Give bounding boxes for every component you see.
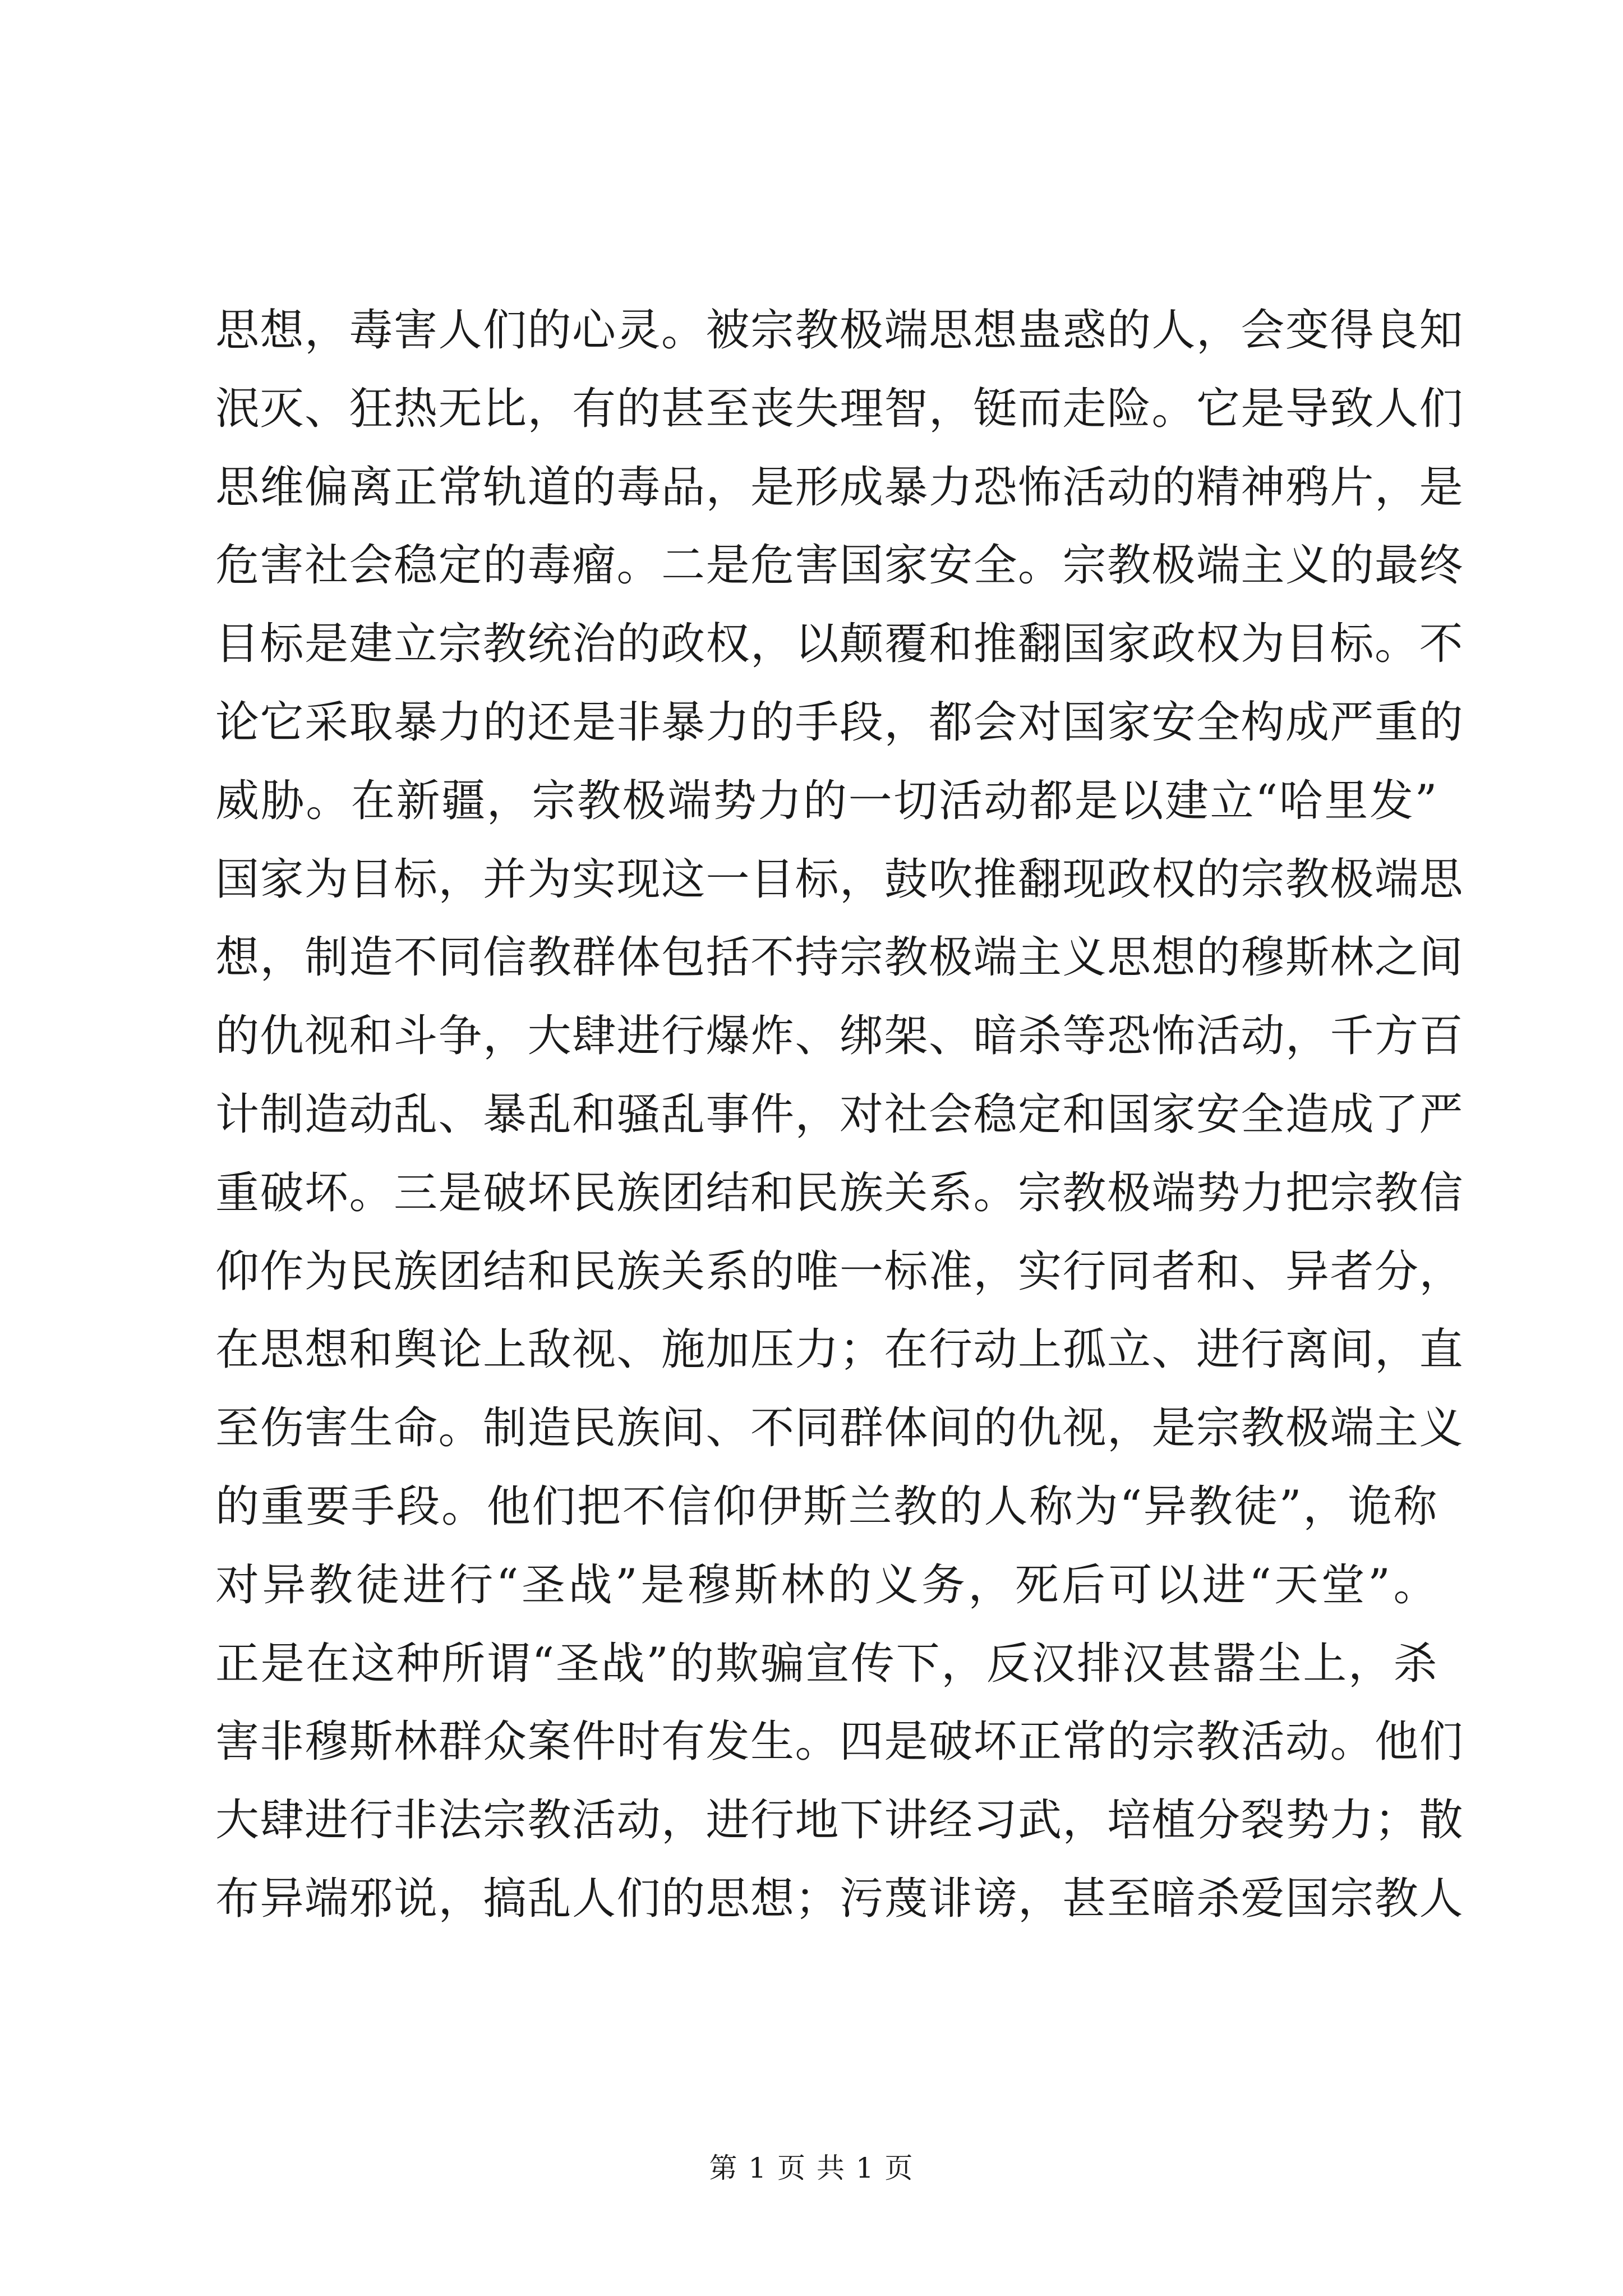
text-line: 至伤害生命。制造民族间、不同群体间的仇视，是宗教极端主义 — [215, 1403, 1464, 1454]
text-line: 正是在这种所谓“圣战”的欺骗宣传下，反汉排汉甚嚣尘上，杀 — [215, 1638, 1438, 1689]
page-number-footer: 第 1 页 共 1 页 — [709, 2152, 914, 2184]
text-line: 在思想和舆论上敌视、施加压力；在行动上孤立、进行离间，直 — [215, 1324, 1464, 1375]
text-line: 仰作为民族团结和民族关系的唯一标准，实行同者和、异者分， — [215, 1246, 1464, 1297]
text-line: 思想，毒害人们的心灵。被宗教极端思想蛊惑的人，会变得良知 — [215, 305, 1464, 356]
text-line: 害非穆斯林群众案件时有发生。四是破坏正常的宗教活动。他们 — [215, 1717, 1464, 1768]
text-line: 大肆进行非法宗教活动，进行地下讲经习武，培植分裂势力；散 — [215, 1795, 1464, 1846]
text-line: 论它采取暴力的还是非暴力的手段，都会对国家安全构成严重的 — [215, 697, 1464, 748]
text-line: 国家为目标，并为实现这一目标，鼓吹推翻现政权的宗教极端思 — [215, 854, 1464, 905]
text-line: 思维偏离正常轨道的毒品，是形成暴力恐怖活动的精神鸦片，是 — [215, 462, 1464, 513]
text-line: 危害社会稳定的毒瘤。二是危害国家安全。宗教极端主义的最终 — [215, 540, 1464, 591]
text-line: 重破坏。三是破坏民族团结和民族关系。宗教极端势力把宗教信 — [215, 1167, 1464, 1218]
text-line: 计制造动乱、暴乱和骚乱事件，对社会稳定和国家安全造成了严 — [215, 1089, 1464, 1140]
body-text — [215, 292, 1464, 1939]
text-line: 的重要手段。他们把不信仰伊斯兰教的人称为“异教徒”，诡称 — [215, 1481, 1438, 1532]
text-line: 泯灭、狂热无比，有的甚至丧失理智，铤而走险。它是导致人们 — [215, 383, 1464, 434]
text-line: 对异教徒进行“圣战”是穆斯林的义务，死后可以进“天堂”。 — [215, 1559, 1438, 1611]
text-line: 想，制造不同信教群体包括不持宗教极端主义思想的穆斯林之间 — [215, 932, 1464, 983]
text-line: 布异端邪说，搞乱人们的思想；污蔑诽谤，甚至暗杀爱国宗教人 — [215, 1873, 1464, 1924]
text-line: 的仇视和斗争，大肆进行爆炸、绑架、暗杀等恐怖活动，千方百 — [215, 1011, 1464, 1062]
text-line: 威胁。在新疆，宗教极端势力的一切活动都是以建立“哈里发” — [215, 775, 1438, 826]
text-line: 目标是建立宗教统治的政权，以颠覆和推翻国家政权为目标。不 — [215, 619, 1464, 670]
